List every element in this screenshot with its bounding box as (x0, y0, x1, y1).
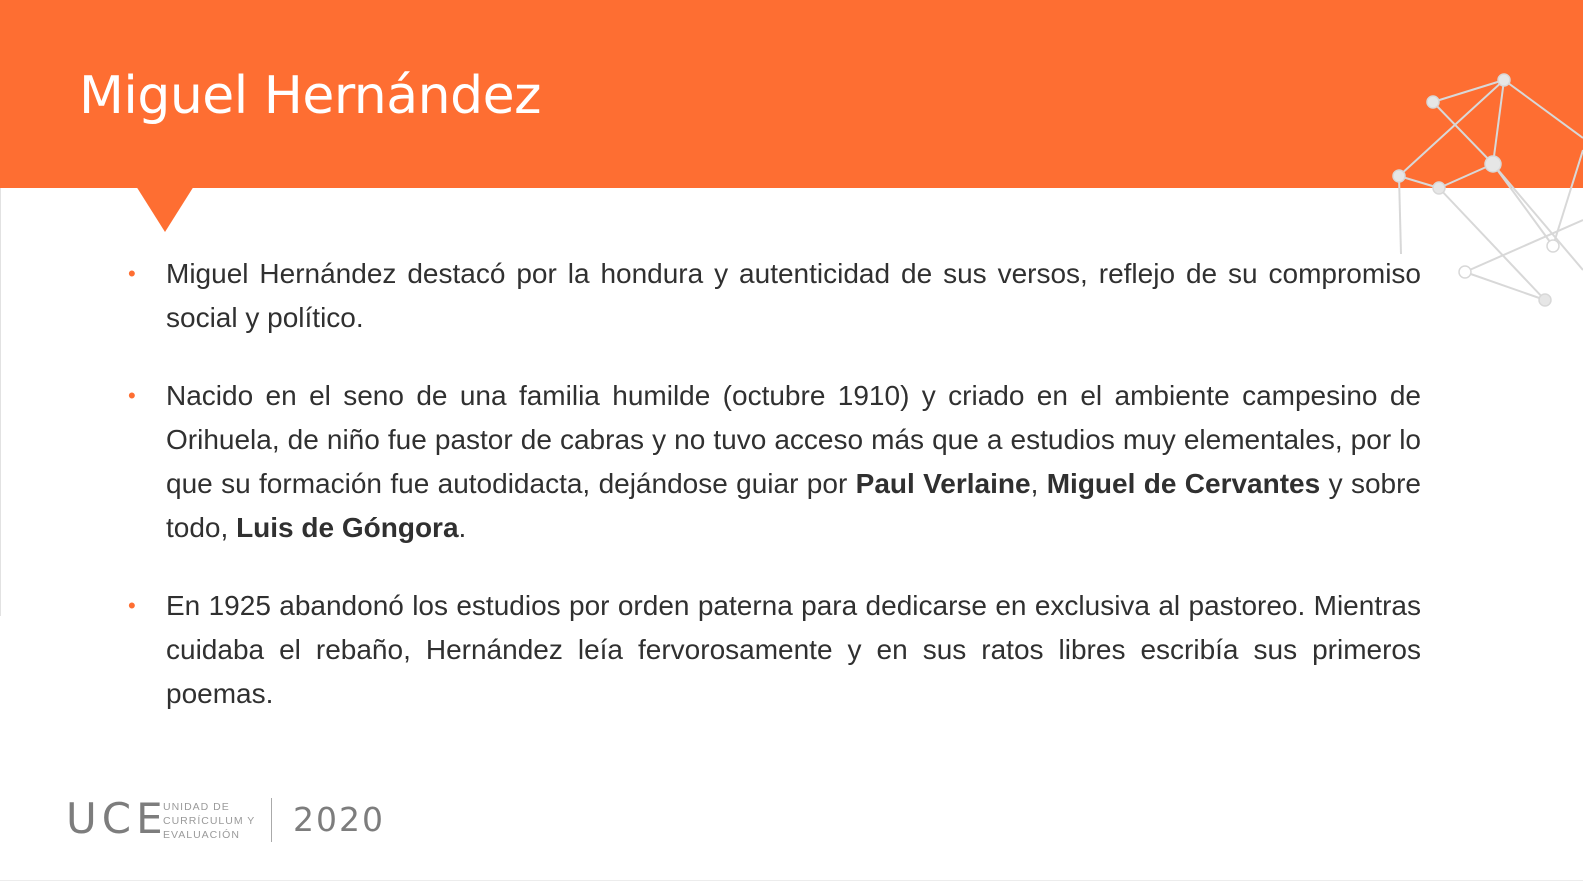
bullet-item (128, 584, 1421, 716)
uce-logo-line: CURRÍCULUM Y (163, 815, 256, 827)
author-name: Miguel de Cervantes (1046, 468, 1321, 499)
slide-title: Miguel Hernández (79, 66, 541, 126)
banner-pointer (136, 186, 194, 232)
footer-year: 2020 (293, 800, 385, 839)
bullet-icon: • (128, 261, 136, 286)
bullet-text: . (458, 512, 467, 543)
bullet-item (128, 374, 1421, 550)
uce-logo: UCE (66, 794, 168, 843)
bullet-text: En 1925 abandonó los estudios por orden paterna para dedicarse en exclusiva al pastoreo. Mientras cuidaba el rebaño, Hernández leía fervorosamente y en sus ratos libres escribía sus primeros poemas. (166, 590, 1421, 709)
bullet-text: Nacido en el seno de una familia humilde (octubre 1910) y criado en el ambiente campesino de Orihuela, de niño fue pastor de cabras y no tuvo acceso más que a estudios muy elementales, por lo que su formación fue autodidacta, dejándose guiar por (166, 380, 1421, 499)
uce-logo-line: EVALUACIÓN (163, 829, 240, 841)
author-name: Luis de Góngora (236, 512, 459, 543)
bullet-text: Miguel Hernández destacó por la hondura y autenticidad de sus versos, reflejo de su compromiso social y político. (166, 258, 1421, 333)
author-name: Paul Verlaine (855, 468, 1031, 499)
bullet-item (128, 252, 1421, 340)
bottom-divider (0, 880, 1583, 881)
uce-logo-text (163, 800, 255, 842)
left-divider (0, 188, 1, 616)
bullet-list (128, 252, 1421, 716)
bullet-text: , (1030, 468, 1047, 499)
footer-divider (271, 798, 272, 842)
bullet-text: y sobre todo, (166, 468, 1422, 543)
bullet-icon: • (128, 593, 136, 618)
uce-logo-line: UNIDAD DE (163, 801, 230, 813)
bullet-icon: • (128, 383, 136, 408)
